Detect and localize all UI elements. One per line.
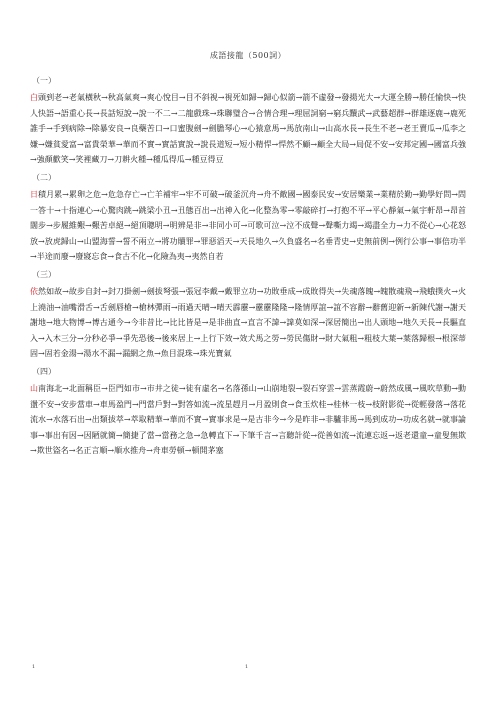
idiom-chain-text: 積月累→累卵之危→危急存亡→亡羊補牢→牢不可破→破釜沉舟→舟不敵國→國泰民安→安居樂業→業精於勤→勤學好問→問一答十→十指連心→心驚肉跳→跳梁小丑→丑態百出→出神入化→化整為零→零敲碎打→打抱不平→平心靜氣→氣宇軒昂→昂首闊步→步履維艱→艱苦卓絕→絕頂聰明→明辨是非→非同小可→可歌可泣→泣不成聲→聲嘶力竭→竭盡全力→力不從心→心花怒放→放虎歸山→山盟海誓→誓不兩立→將功贖罪→罪惡滔天→天長地久→久負盛名→名垂青史→史無前例→例行公事→事倍功半→半途而廢→廢寢忘食→食古不化→化險為夷→夷然自若: [30, 189, 467, 262]
footer-page-number-center: 1: [245, 664, 249, 670]
section-paragraph: [30, 90, 466, 168]
document-title: 成語接龍（500詞）: [209, 51, 287, 60]
lead-character: 山: [30, 383, 39, 393]
section-paragraph: [30, 381, 466, 459]
lead-character: 依: [30, 286, 39, 296]
section-heading: （二）: [32, 172, 56, 182]
section-1: [30, 75, 466, 168]
lead-character: 日: [30, 189, 39, 199]
section-heading: （四）: [32, 366, 56, 376]
section-3: [30, 269, 466, 362]
document-page: [30, 50, 466, 463]
section-4: [30, 366, 466, 459]
section-2: [30, 172, 466, 265]
section-heading: （一）: [32, 76, 56, 85]
section-heading: （三）: [32, 269, 56, 279]
lead-character: 白: [30, 93, 39, 102]
idiom-chain-text: 南海北→北面稱臣→臣門如市→市井之徒→徒有虛名→名落孫山→山崩地裂→裂石穿雲→雲蒸霞蔚→蔚然成風→風吹草動→動盪不安→安步當車→車馬盈門→門當戶對→對答如流→流星趕月→月盈則食→食玉炊桂→桂林一枝→枝附影從→從輕發落→落花流水→水落石出→出類拔萃→萃取精華→華而不實→實事求是→是古非今→今是昨非→非驢非馬→馬到成功→功成名就→就事論事→事出有因→因陋就簡→簡捷了當→當務之急→急轉直下→下筆千言→言聽計從→從善如流→流連忘返→返老還童→童叟無欺→欺世盜名→名正言順→順水推舟→舟車勞頓→頓開茅塞: [30, 383, 467, 456]
footer-page-number-left: 1: [32, 664, 36, 670]
idiom-chain-text: 然如故→故步自封→封刀掛劍→劍拔弩張→張冠李戴→戴罪立功→功敗垂成→成敗得失→失魂落魄→魄散魂飛→飛蛾撲火→火上澆油→油嘴滑舌→舌劍唇槍→槍林彈雨→雨過天晴→晴天霹靂→靂靂隆隆→隆情厚誼→誼不容辭→辭舊迎新→新陳代謝→謝天謝地→地大物博→博古通今→今非昔比→比比皆是→是非曲直→直言不諱→諱莫如深→深居簡出→出人頭地→地久天長→長驅直入→入木三分→分秒必爭→爭先恐後→後來居上→上行下效→效犬馬之勞→勞民傷財→財大氣粗→粗枝大葉→葉落歸根→根深蒂固→固若金湯→湯水不漏→漏網之魚→魚目混珠→珠光寶氣: [30, 286, 467, 359]
idiom-chain-text: 頭到老→老氣橫秋→秋高氣爽→爽心悅目→目不斜視→視死如歸→歸心似箭→箭不虛發→發揚光大→大運全勝→勝任愉快→快人快語→語重心長→長話短說→說一不二→二龍戲珠→珠聯璧合→合情合理→理屈詞窮→窮兵黷武→武藝超群→群雄逐鹿→鹿死誰手→手到病除→除暴安良→良藥苦口→口蜜腹劍→劍膽琴心→心猿意馬→馬放南山→山高水長→長生不老→老王賣瓜→瓜李之嫌→嫌貧愛富→富貴榮華→華而不實→實話實說→說長道短→短小精悍→悍然不顧→顧全大局→局促不安→安邦定國→國富兵強→強顏歡笑→笑裡藏刀→刀耕火種→種瓜得瓜→種豆得豆: [30, 93, 467, 165]
section-paragraph: [30, 284, 466, 362]
section-paragraph: [30, 187, 466, 265]
